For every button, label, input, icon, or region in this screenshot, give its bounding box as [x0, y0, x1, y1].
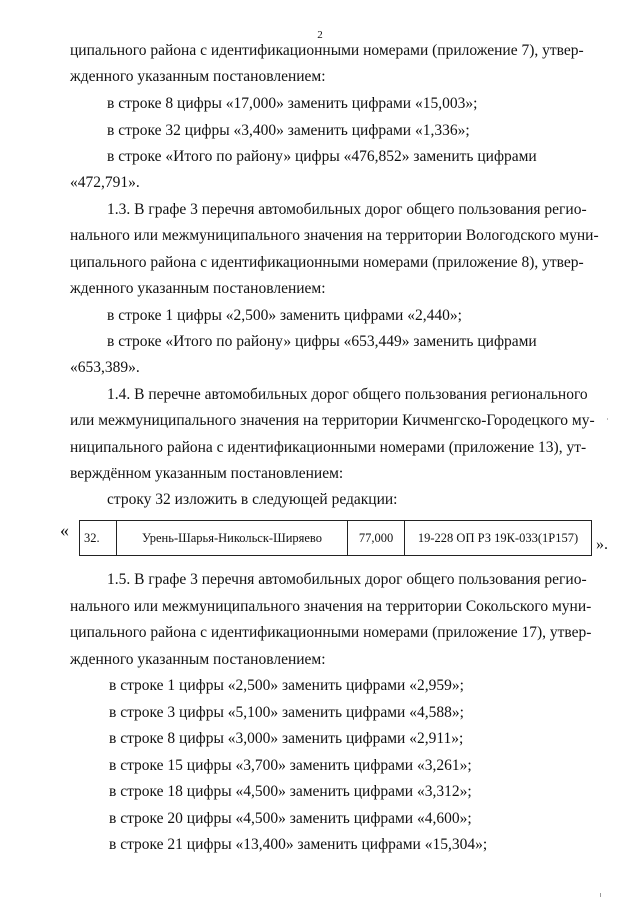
table-cell-number: 32.	[80, 521, 117, 556]
page-number: 2	[317, 29, 323, 41]
table-cell-road-name: Урень-Шарья-Никольск-Ширяево	[117, 521, 348, 556]
text-line: «653,389».	[70, 359, 140, 376]
text-line: 1.5. В графе 3 перечня автомобильных дорог общего пользования регио-	[107, 571, 587, 588]
text-line: в строке 8 цифры «3,000» заменить цифрами «2,911»;	[109, 730, 464, 747]
scan-mark	[607, 418, 608, 420]
text-line: в строке 32 цифры «3,400» заменить цифрами «1,336»;	[107, 122, 470, 139]
text-line: ципального района с идентификационными номерами (приложение 8), утвер-	[70, 254, 584, 271]
text-line: в строке «Итого по району» цифры «653,449» заменить цифрами	[107, 333, 537, 350]
text-line: 1.3. В графе 3 перечня автомобильных дорог общего пользования регио-	[107, 201, 587, 218]
text-line: в строке 1 цифры «2,500» заменить цифрами «2,440»;	[107, 307, 462, 324]
text-line: нального или межмуниципального значения на территории Вологодского муни-	[70, 227, 599, 244]
text-line: нального или межмуниципального значения на территории Сокольского муни-	[70, 598, 592, 615]
text-line: жденного указанным постановлением:	[70, 651, 326, 668]
text-line: в строке 3 цифры «5,100» заменить цифрами «4,588»;	[109, 704, 464, 721]
text-line: жденного указанным постановлением:	[70, 280, 326, 297]
text-line: в строке «Итого по району» цифры «476,852» заменить цифрами	[107, 148, 537, 165]
text-line: ниципального района с идентификационными номерами (приложение 13), ут-	[70, 439, 587, 456]
close-quote: ».	[596, 536, 608, 553]
text-line: в строке 21 цифры «13,400» заменить цифрами «15,304»;	[109, 836, 488, 853]
text-line: или межмуниципального значения на территории Кичменгско-Городецкого му-	[70, 412, 595, 429]
scan-mark	[600, 893, 601, 897]
text-line: в строке 1 цифры «2,500» заменить цифрами «2,959»;	[109, 677, 464, 694]
table-row	[80, 521, 592, 556]
text-line: строку 32 изложить в следующей редакции:	[107, 491, 398, 508]
text-line: в строке 20 цифры «4,500» заменить цифрами «4,600»;	[109, 810, 472, 827]
text-line: жденного указанным постановлением:	[70, 68, 326, 85]
table-cell-length: 77,000	[348, 521, 405, 556]
text-line: 1.4. В перечне автомобильных дорог общего пользования регионального	[107, 386, 588, 403]
open-quote: «	[60, 520, 69, 540]
table-cell-road-id: 19-228 ОП РЗ 19К-033(1Р157)	[405, 521, 592, 556]
road-row-table	[79, 520, 592, 556]
text-line: ципального района с идентификационными номерами (приложение 7), утвер-	[70, 42, 584, 59]
text-line: в строке 8 цифры «17,000» заменить цифрами «15,003»;	[107, 95, 478, 112]
text-line: ципального района с идентификационными номерами (приложение 17), утвер-	[70, 624, 592, 641]
text-line: в строке 15 цифры «3,700» заменить цифрами «3,261»;	[109, 757, 472, 774]
text-line: «472,791».	[70, 174, 140, 191]
text-line: в строке 18 цифры «4,500» заменить цифрами «3,312»;	[109, 783, 472, 800]
text-line: верждённом указанным постановлением:	[70, 465, 344, 482]
